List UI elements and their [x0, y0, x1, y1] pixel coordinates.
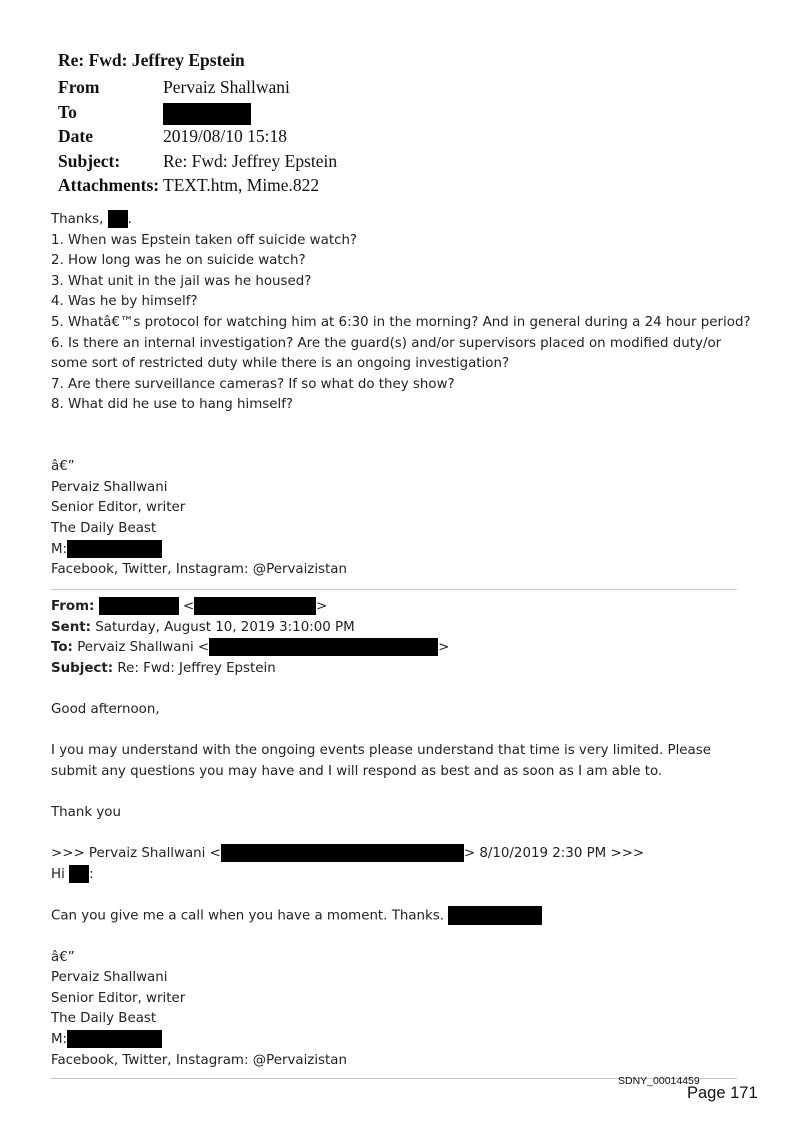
bates-number: SDNY_00014459 — [618, 1075, 700, 1087]
signature2-mobile — [51, 1030, 751, 1051]
quote-suffix: > 8/10/2019 2:30 PM >>> — [463, 846, 645, 862]
header-label-attachments: Attachments: — [58, 175, 160, 195]
fwd-greeting: Good afternoon, — [51, 701, 160, 717]
signature-role: Senior Editor, writer — [51, 500, 186, 516]
header-value-date: 2019/08/10 15:18 — [163, 126, 287, 146]
signature-name: Pervaiz Shallwani — [51, 479, 168, 495]
redaction-box — [163, 103, 251, 125]
signature-social: Facebook, Twitter, Instagram: @Pervaizistan — [51, 562, 347, 578]
fwd-to-line — [51, 638, 751, 659]
header-value-from: Pervaiz Shallwani — [163, 77, 290, 97]
fwd-body: I you may understand with the ongoing events please understand that time is very limited. Please submit any questions you may have and I will respond as best and as soon as I am able to. — [51, 743, 711, 779]
header-row-attachments — [58, 173, 337, 198]
signature-dash: â€” — [51, 459, 75, 475]
message-body — [51, 210, 751, 581]
fwd-to-label: To: — [51, 640, 73, 656]
fwd-closing: Thank you — [51, 804, 121, 820]
question-7: 7. Are there surveillance cameras? If so what do they show? — [51, 376, 455, 392]
fwd-sent-label: Sent: — [51, 619, 92, 635]
fwd-subject-value: Re: Fwd: Jeffrey Epstein — [117, 660, 276, 676]
redaction-box — [194, 597, 316, 615]
redaction-box — [67, 1030, 162, 1048]
question-6: 6. Is there an internal investigation? Are the guard(s) and/or supervisors placed on modified duty/or some sort of restricted duty while there is an ongoing investigation? — [51, 335, 722, 372]
signature2-name: Pervaiz Shallwani — [51, 970, 168, 986]
question-2: 2. How long was he on suicide watch? — [51, 253, 306, 269]
redaction-box — [69, 865, 89, 883]
redaction-box — [209, 638, 438, 656]
question-8: 8. What did he use to hang himself? — [51, 397, 294, 413]
greeting-prefix: Thanks, — [51, 212, 104, 227]
question-3: 3. What unit in the jail was he housed? — [51, 273, 312, 289]
header-row-from — [58, 75, 337, 100]
header-label-to: To — [58, 101, 77, 122]
signature-org: The Daily Beast — [51, 520, 157, 536]
question-4: 4. Was he by himself? — [51, 294, 198, 310]
redaction-box — [108, 210, 128, 228]
email-header — [58, 48, 337, 198]
header-row-subject — [58, 149, 337, 174]
header-row-to — [58, 100, 337, 125]
fwd-sent-value: Saturday, August 10, 2019 3:10:00 PM — [95, 619, 355, 635]
header-label-subject: Subject: — [58, 150, 121, 171]
quote-header — [51, 844, 751, 865]
fwd-from-label: From: — [51, 599, 95, 614]
header-value-to — [163, 100, 251, 125]
mobile-label: M: — [51, 541, 68, 557]
greeting-suffix: . — [127, 212, 132, 227]
hi-text: Hi — [51, 866, 65, 882]
redaction-box — [99, 597, 179, 615]
mobile2-label: M: — [51, 1031, 68, 1047]
quote-prefix: >>> Pervaiz Shallwani < — [51, 846, 221, 862]
fwd-from-line — [51, 597, 751, 618]
header-value-subject: Re: Fwd: Jeffrey Epstein — [163, 150, 338, 171]
signature2-role: Senior Editor, writer — [51, 990, 186, 1006]
redaction-box — [67, 540, 162, 558]
page-number: Page 171 — [687, 1084, 758, 1102]
quote-hi — [51, 865, 751, 886]
signature2-org: The Daily Beast — [51, 1011, 157, 1027]
hi-suffix: : — [89, 866, 94, 882]
divider — [51, 589, 737, 590]
signature2-social: Facebook, Twitter, Instagram: @Pervaizistan — [51, 1052, 347, 1068]
redaction-box — [221, 844, 464, 862]
fwd-to-value: Pervaiz Shallwani < — [77, 640, 210, 656]
fwd-subject-line — [51, 659, 751, 680]
fwd-subject-label: Subject: — [51, 660, 114, 676]
greeting-line — [51, 210, 751, 231]
header-label-date: Date — [58, 126, 93, 146]
question-5: 5. Whatâ€™s protocol for watching him at 6:30 in the morning? And in general during a 24 hour period? — [51, 314, 751, 330]
email-title: Re: Fwd: Jeffrey Epstein — [58, 50, 245, 70]
header-row-date — [58, 124, 337, 149]
fwd-to-gt: > — [438, 640, 450, 656]
header-label-from: From — [58, 77, 100, 97]
forwarded-message — [51, 597, 751, 1071]
header-value-attachments: TEXT.htm, Mime.822 — [163, 175, 320, 195]
signature2-dash: â€” — [51, 949, 75, 965]
fwd-from-gt: > — [316, 599, 328, 614]
request-text: Can you give me a call when you have a moment. Thanks. — [51, 908, 445, 924]
fwd-from-lt: < — [182, 599, 195, 614]
fwd-sent-line — [51, 618, 751, 639]
question-1: 1. When was Epstein taken off suicide watch? — [51, 232, 358, 248]
quote-request — [51, 906, 751, 927]
redaction-box — [448, 906, 542, 925]
signature-mobile — [51, 540, 751, 561]
